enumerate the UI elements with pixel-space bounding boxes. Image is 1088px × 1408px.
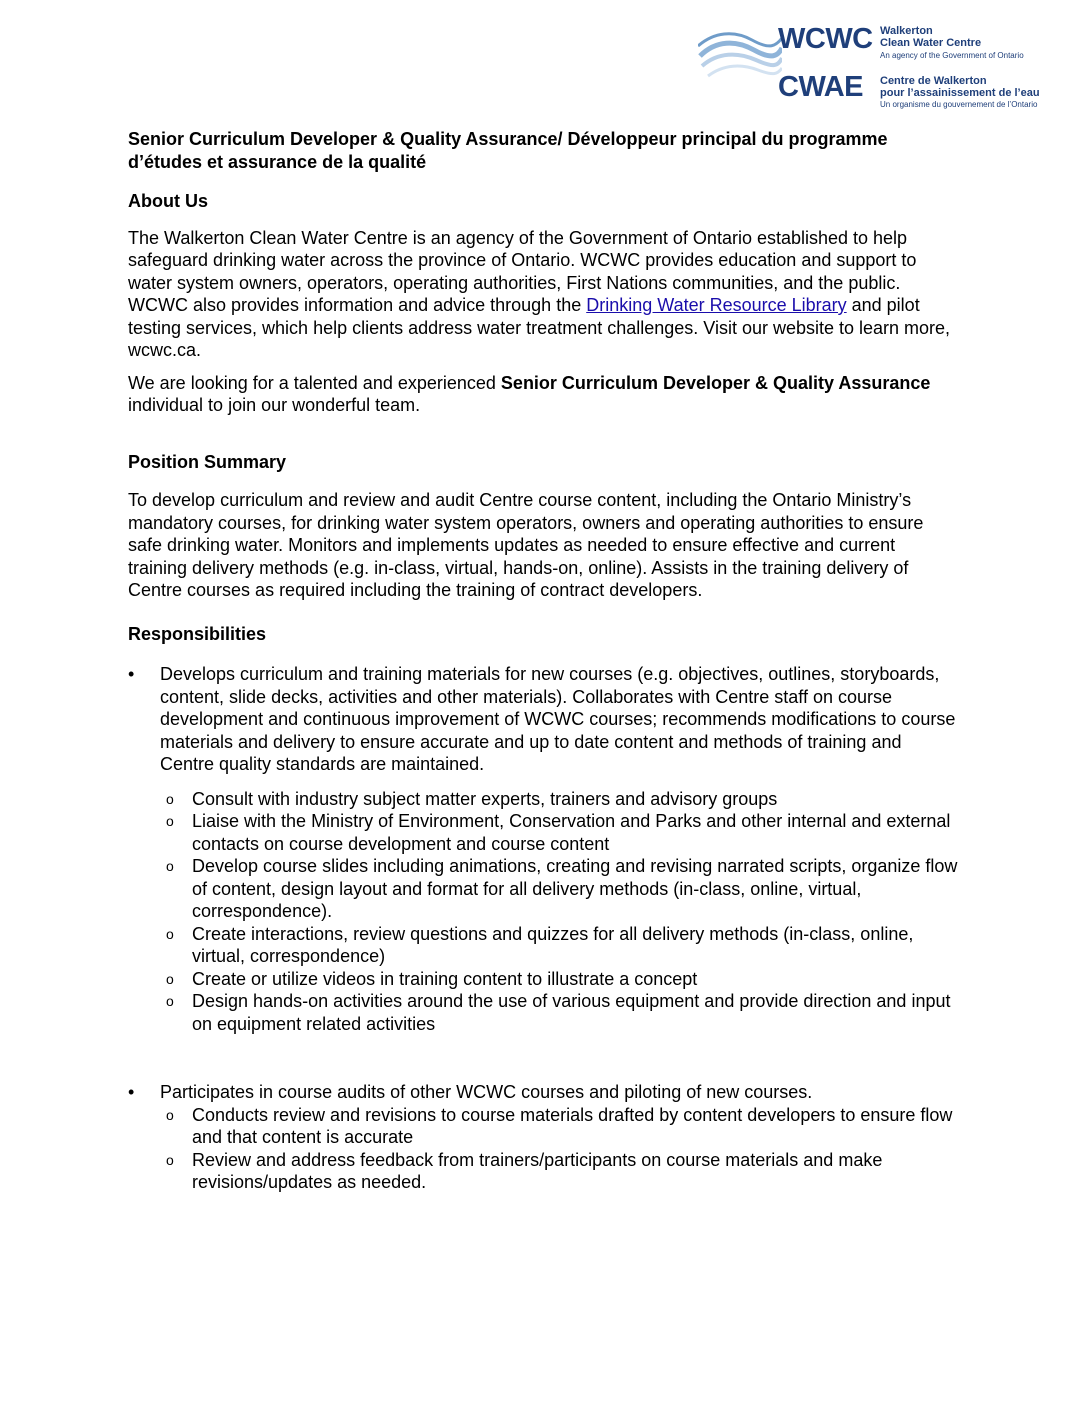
water-waves-icon (698, 26, 782, 86)
sub-list-text: Create interactions, review questions and quizzes for all delivery methods (in-class, online, virtual, correspondence) (192, 923, 914, 966)
circle-bullet-icon: o (166, 858, 174, 874)
sub-list-text: Create or utilize videos in training content to illustrate a concept (192, 968, 698, 989)
sub-list-text: Review and address feedback from trainers/participants on course materials and make revisions/updates as needed. (192, 1149, 883, 1192)
responsibility-sublist-1 (128, 788, 958, 1036)
logo-tagline-en: An agency of the Government of Ontario (880, 51, 1024, 60)
recruitment-paragraph (128, 372, 958, 417)
circle-bullet-icon: o (166, 813, 174, 829)
responsibilities-heading: Responsibilities (128, 623, 267, 644)
logo-name-en-line1: Walkerton (880, 25, 933, 37)
summary-paragraph: To develop curriculum and review and audit Centre course content, including the Ontario Ministry’s mandatory courses, for drinking water system operators, owners and operating authorities to ensure safe drinking water. Monitors and implements updates as needed to ensure effective and current training delivery methods (e.g. in-class, virtual, hands-on, online). Assists in the training delivery of Centre courses as required including the training of contract developers. (128, 490, 924, 600)
sub-list-item (128, 810, 958, 855)
circle-bullet-icon: o (166, 993, 174, 1009)
logo-acronym-en: WCWC (778, 23, 873, 55)
logo-name-en-line2: Clean Water Centre (880, 37, 982, 49)
sub-list-item (128, 990, 958, 1035)
sub-list-item (128, 1149, 958, 1194)
sub-list-text: Consult with industry subject matter experts, trainers and advisory groups (192, 788, 778, 809)
about-text-before-link: The Walkerton Clean Water Centre is an agency of the Government of Ontario established to help safeguard drinking water across the province of Ontario. WCWC provides education and support to water system owners, operators, operating authorities, First Nations communities, and the public. WCWC also provides information and advice through the (128, 227, 917, 315)
about-text-after-link: and pilot testing services, which help clients address water treatment challenges. Visit our website to learn more, wcwc.ca. (128, 295, 951, 360)
sub-list-item (128, 923, 958, 968)
responsibility-sublist-2 (128, 1104, 958, 1194)
circle-bullet-icon: o (166, 970, 174, 987)
responsibility-text: Participates in course audits of other WCWC courses and piloting of new courses. (160, 1082, 813, 1102)
responsibility-item (128, 1081, 958, 1104)
sub-list-item (128, 968, 958, 991)
logo-name-fr-line1: Centre de Walkerton (880, 75, 987, 87)
circle-bullet-icon: o (166, 790, 174, 807)
summary-heading: Position Summary (128, 451, 287, 472)
document-body (128, 128, 958, 1194)
circle-bullet-icon: o (166, 925, 174, 942)
responsibilities-list-2 (128, 1081, 958, 1104)
sub-list-item (128, 855, 958, 923)
about-paragraph (128, 227, 958, 362)
sub-list-text: Conducts review and revisions to course materials drafted by content developers to ensure flow and that content is accurate (192, 1104, 953, 1147)
organization-logo (698, 20, 1068, 116)
recruitment-text-before: We are looking for a talented and experienced (128, 372, 501, 393)
recruitment-text-after: individual to join our wonderful team. (128, 395, 421, 415)
resource-library-link[interactable]: Drinking Water Resource Library (586, 295, 847, 315)
logo-name-fr-line2: pour l’assainissement de l’eau (880, 87, 1040, 99)
sub-list-text: Develop course slides including animations, creating and revising narrated scripts, organize flow of content, design layout and format for all delivery methods (in-class, online, virtual, correspondence). (192, 856, 958, 921)
circle-bullet-icon: o (166, 1106, 174, 1123)
sub-list-item (128, 1104, 958, 1149)
recruitment-role-name: Senior Curriculum Developer & Quality Assurance (500, 372, 931, 393)
job-title: Senior Curriculum Developer & Quality Assurance/ Développeur principal du programme d’études et assurance de la qualité (128, 129, 888, 172)
circle-bullet-icon: o (166, 1151, 174, 1168)
sub-list-text: Design hands-on activities around the use of various equipment and provide direction and input on equipment related activities (192, 991, 951, 1034)
logo-tagline-fr: Un organisme du gouvernement de l’Ontario (880, 100, 1038, 109)
sub-list-text: Liaise with the Ministry of Environment, Conservation and Parks and other internal and external contacts on course development and course content (192, 811, 951, 854)
responsibility-item (128, 663, 958, 776)
logo-acronym-fr: CWAE (778, 71, 863, 103)
responsibilities-list (128, 663, 958, 776)
sub-list-item (128, 788, 958, 811)
responsibility-text: Develops curriculum and training materials for new courses (e.g. objectives, outlines, storyboards, content, slide decks, activities and other materials). Collaborates with Centre staff on course development and continuous improvement of WCWC courses; recommends modifications to course materials and delivery to ensure accurate and up to date content and methods of training and Centre quality standards are maintained. (160, 664, 956, 774)
about-heading: About Us (128, 191, 208, 211)
